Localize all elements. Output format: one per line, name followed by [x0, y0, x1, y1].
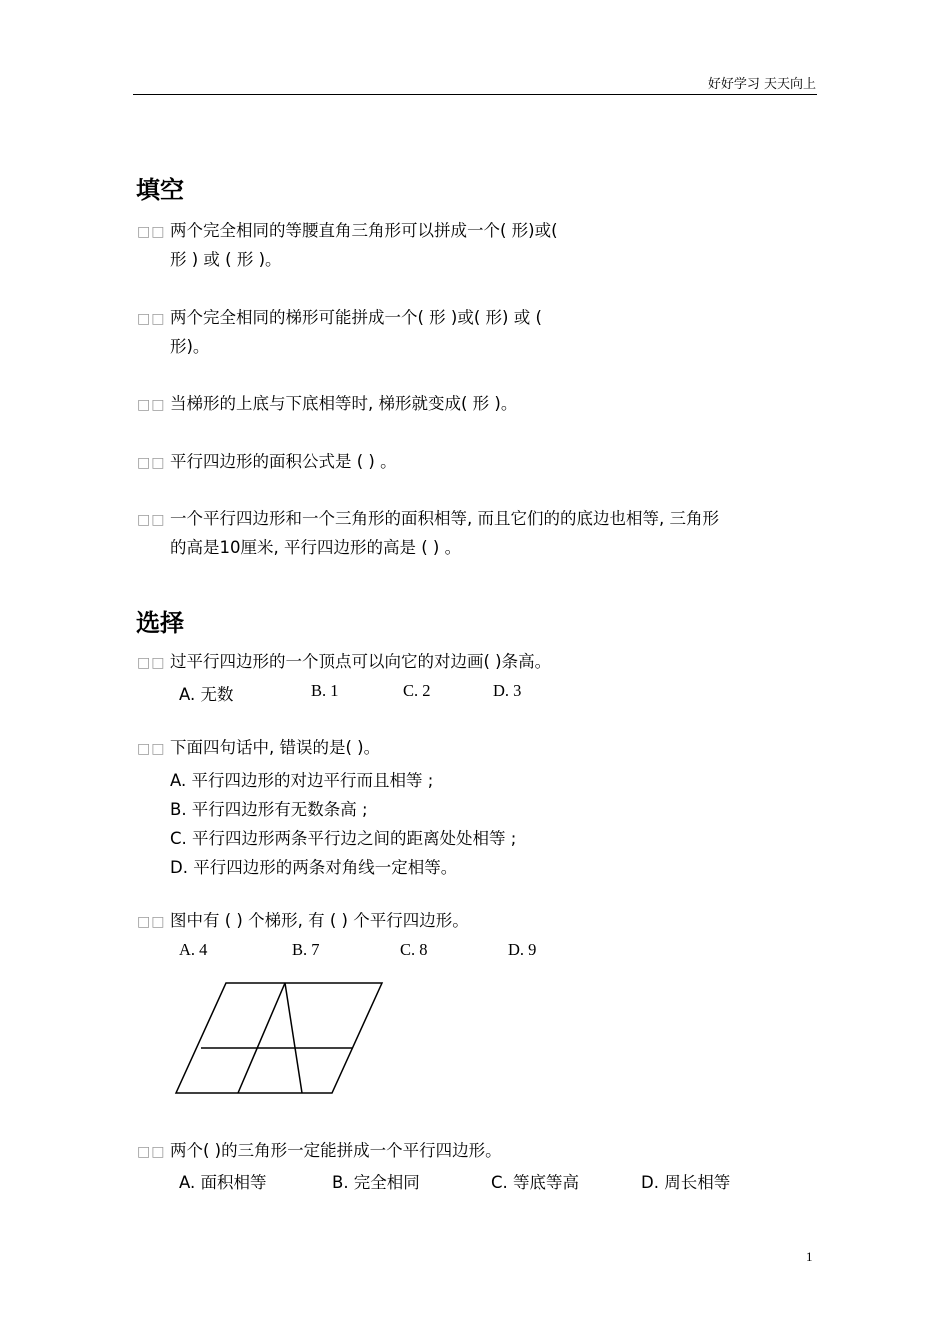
section-title-fill: 填空 [136, 176, 184, 204]
choice-4-option-a: A. 面积相等 [179, 1173, 267, 1192]
choice-question-3-stem: 图中有 ( ) 个梯形, 有 ( ) 个平行四边形。 [170, 911, 469, 930]
fill-question-2-line2: 形)。 [170, 337, 210, 356]
fill-question-2-line1: 两个完全相同的梯形可能拼成一个( 形 )或( 形) 或 ( [170, 308, 542, 327]
question-number: □□ [137, 455, 166, 471]
parallelogram-figure [170, 978, 386, 1098]
fill-question-1-line1: 两个完全相同的等腰直角三角形可以拼成一个( 形)或( [170, 221, 558, 240]
choice-4-option-d: D. 周长相等 [641, 1173, 731, 1192]
choice-question-4-stem: 两个( )的三角形一定能拼成一个平行四边形。 [170, 1141, 502, 1160]
choice-1-option-a: A. 无数 [179, 685, 234, 704]
question-number: □□ [137, 741, 166, 757]
question-number: □□ [137, 224, 166, 240]
choice-question-1-stem: 过平行四边形的一个顶点可以向它的对边画( )条高。 [170, 652, 552, 671]
choice-4-option-b: B. 完全相同 [332, 1173, 420, 1192]
page-number: 1 [806, 1249, 813, 1264]
choice-3-option-b: B. 7 [292, 940, 320, 959]
steep-divider [285, 983, 302, 1093]
page-header: 好好学习 天天向上 [707, 77, 816, 92]
choice-4-option-c: C. 等底等高 [491, 1173, 580, 1192]
choice-2-option-b: B. 平行四边形有无数条高 ; [170, 800, 368, 819]
question-number: □□ [137, 655, 166, 671]
fill-question-5-line1: 一个平行四边形和一个三角形的面积相等, 而且它们的的底边也相等, 三角形 [170, 509, 719, 528]
outer-parallelogram [176, 983, 382, 1093]
choice-3-option-a: A. 4 [179, 940, 208, 959]
question-number: □□ [137, 512, 166, 528]
choice-2-option-d: D. 平行四边形的两条对角线一定相等。 [170, 858, 458, 877]
choice-3-option-c: C. 8 [400, 940, 428, 959]
choice-question-2-stem: 下面四句话中, 错误的是( )。 [170, 738, 381, 757]
choice-2-option-a: A. 平行四边形的对边平行而且相等 ; [170, 771, 434, 790]
question-number: □□ [137, 311, 166, 327]
fill-question-1-line2: 形 ) 或 ( 形 )。 [170, 250, 282, 269]
section-title-choice: 选择 [136, 609, 184, 637]
choice-1-option-c: C. 2 [403, 681, 431, 700]
slanted-divider [238, 983, 285, 1093]
choice-1-option-b: B. 1 [311, 681, 339, 700]
fill-question-4: 平行四边形的面积公式是 ( ) 。 [170, 452, 397, 471]
fill-question-5-line2: 的高是10厘米, 平行四边形的高是 ( ) 。 [170, 538, 462, 557]
question-number: □□ [137, 914, 166, 930]
fill-question-3: 当梯形的上底与下底相等时, 梯形就变成( 形 )。 [170, 394, 518, 413]
question-number: □□ [137, 1144, 166, 1160]
choice-3-option-d: D. 9 [508, 940, 537, 959]
header-rule [133, 94, 817, 95]
question-number: □□ [137, 397, 166, 413]
choice-2-option-c: C. 平行四边形两条平行边之间的距离处处相等 ; [170, 829, 517, 848]
choice-1-option-d: D. 3 [493, 681, 522, 700]
